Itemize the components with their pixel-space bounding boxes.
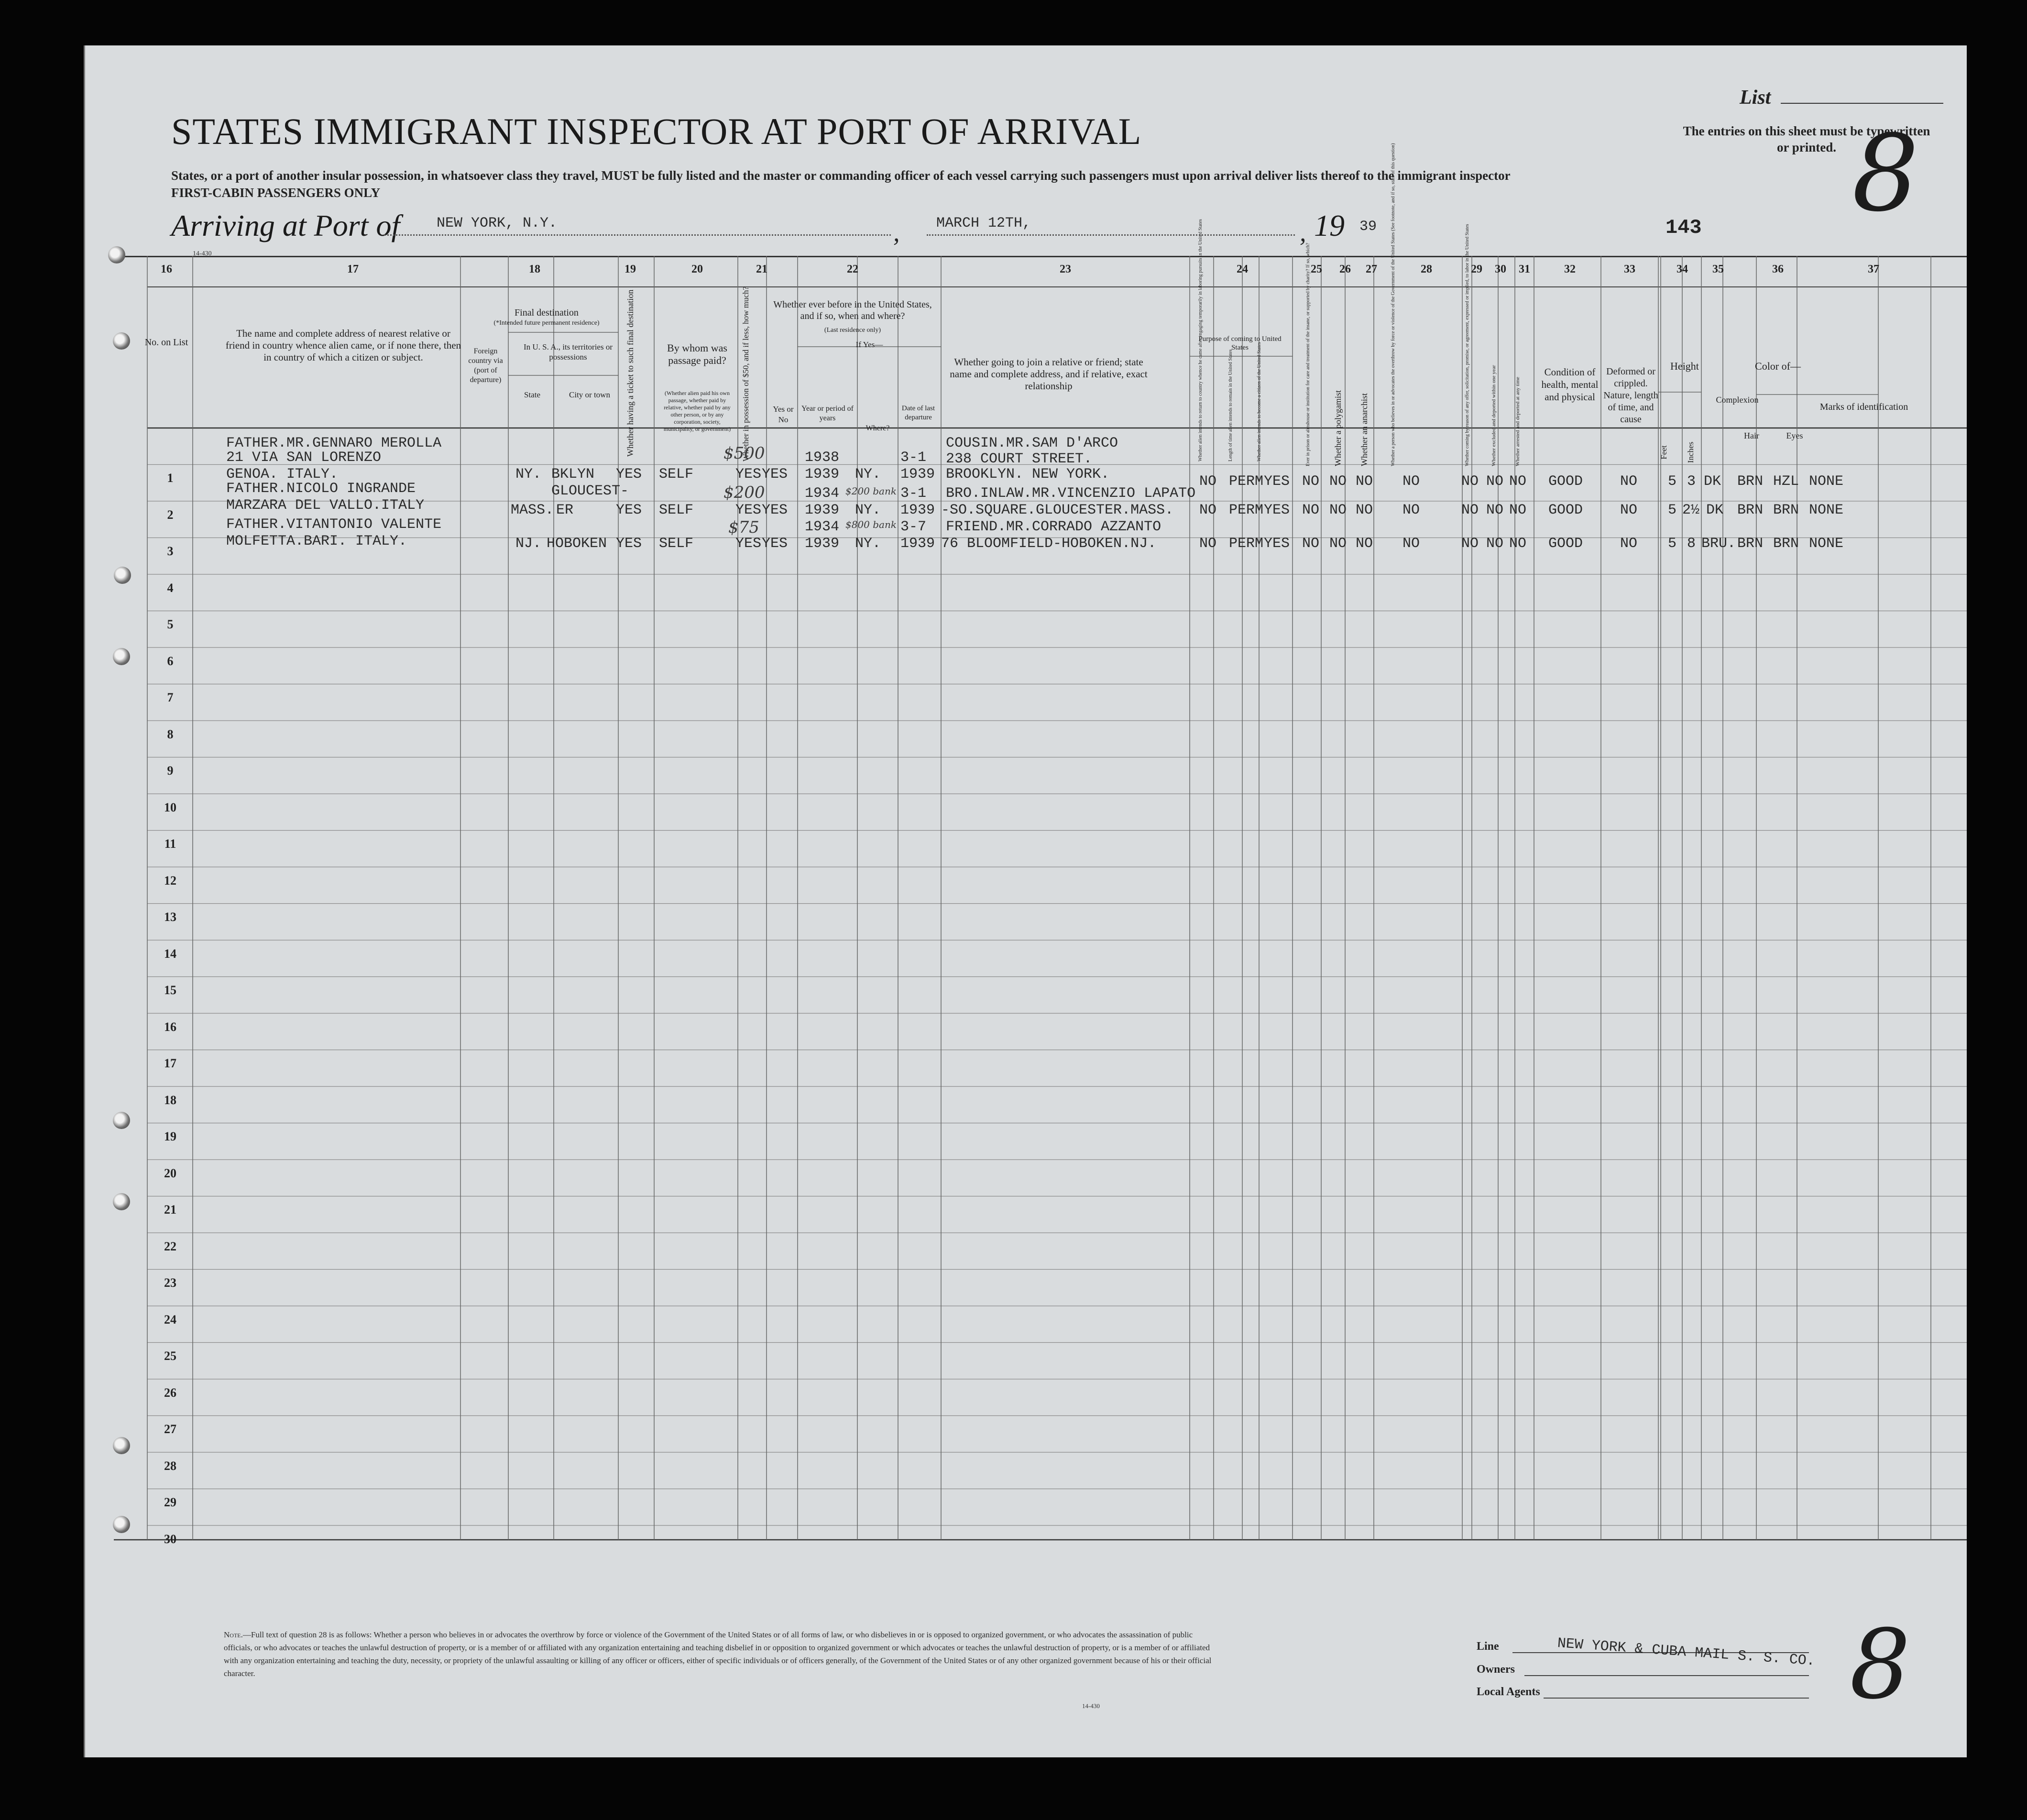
owners-underline xyxy=(1524,1675,1809,1676)
row1-joining-1: COUSIN.MR.SAM D'ARCO xyxy=(946,435,1118,451)
col-32-label: Condition of health, mental and physical xyxy=(1541,366,1599,403)
col-num-17: 17 xyxy=(347,263,359,275)
col-22-ifyes: If Yes— xyxy=(855,340,883,349)
row-number: 7 xyxy=(167,691,174,704)
row1-c27: NO xyxy=(1356,473,1373,490)
row2-before-where: NY. xyxy=(855,502,881,518)
row-number: 16 xyxy=(164,1020,176,1034)
row1-before-year-1: 1938 xyxy=(805,450,840,466)
row1-c30: NO xyxy=(1486,473,1504,490)
row1-purpose-c: YES xyxy=(1264,473,1290,490)
col-num-21: 21 xyxy=(756,263,767,275)
owners-label: Owners xyxy=(1477,1663,1515,1676)
row-number: 17 xyxy=(164,1056,176,1070)
row3-before-date-2: 1939 xyxy=(900,536,935,552)
row-number: 2 xyxy=(167,507,174,522)
footer-handwritten: 8 xyxy=(1850,1609,1911,1721)
col-num-36: 36 xyxy=(1772,263,1784,275)
col-20-sub: (Whether alien paid his own passage, whether paid by relative, whether paid by any other person, or by any corporation, society, municipality, or government) xyxy=(663,390,731,432)
row-number: 20 xyxy=(164,1166,176,1180)
col-18-state: State xyxy=(524,390,540,399)
col-num-19: 19 xyxy=(625,263,636,275)
row3-joining-2: 76 BLOOMFIELD-HOBOKEN.NJ. xyxy=(941,536,1157,552)
row3-purpose-b: PERM xyxy=(1229,536,1264,552)
row3-before-year-2: 1939 xyxy=(805,536,840,552)
typewritten-note: The entries on this sheet must be typewritten or printed. xyxy=(1683,124,1930,154)
row-number: 21 xyxy=(164,1203,176,1217)
row2-c29: NO xyxy=(1461,502,1479,518)
row2-c28: NO xyxy=(1402,502,1420,518)
row1-c25: NO xyxy=(1302,473,1320,490)
col-num-22: 22 xyxy=(847,263,858,275)
comma2: , xyxy=(1300,218,1306,247)
manifest-grid xyxy=(85,45,1967,1757)
row3-purpose-a: NO xyxy=(1199,536,1217,552)
form-code: 14-430 xyxy=(193,250,212,257)
row2-state: MASS. xyxy=(511,502,554,518)
row3-inches: 8 xyxy=(1687,536,1696,552)
row2-before-hand: $200 bank xyxy=(845,485,897,497)
col-22-where: Where? xyxy=(866,424,890,432)
col-num-37: 37 xyxy=(1868,263,1879,275)
manifest-sheet xyxy=(84,45,1967,1757)
row2-before-year-1: 1934 xyxy=(805,485,840,502)
row2-c27: NO xyxy=(1356,502,1373,518)
col-num-29: 29 xyxy=(1471,263,1482,275)
row3-state: NJ. xyxy=(515,536,542,552)
date-value: MARCH 12TH, xyxy=(936,215,1031,231)
col-22-years: Year or period of years xyxy=(801,405,854,422)
row1-before-year-2: 1939 xyxy=(805,466,840,482)
col-num-16: 16 xyxy=(161,263,172,275)
row-number: 4 xyxy=(167,581,174,595)
row3-hair: BRN xyxy=(1737,536,1764,552)
row2-c25: NO xyxy=(1302,502,1320,518)
col-num-25: 25 xyxy=(1311,263,1322,275)
col-num-28: 28 xyxy=(1421,263,1432,275)
row2-city-2: ER xyxy=(556,502,574,518)
col-22-label: Whether ever before in the United States, and if so, when and where? xyxy=(773,299,932,321)
row-number: 25 xyxy=(164,1349,176,1363)
col-28-label: Whether a person who believes in or advocates the overthrow by force or violence of the Government of the United States (See footnote, and if so, state of this question) xyxy=(1391,143,1396,466)
col-num-35: 35 xyxy=(1712,263,1724,275)
row3-c31: NO xyxy=(1509,536,1527,552)
row3-c26: NO xyxy=(1329,536,1347,552)
row3-ticket: YES xyxy=(616,536,642,552)
col-35-label: Complexion xyxy=(1716,395,1759,405)
row1-money-hand: $500 xyxy=(723,444,765,463)
row2-before-year-2: 1939 xyxy=(805,502,840,518)
row1-relative-1: FATHER.MR.GENNARO MEROLLA xyxy=(226,435,442,451)
row1-before-where: NY. xyxy=(855,466,881,482)
row-number: 27 xyxy=(164,1422,176,1436)
col-17-label: The name and complete address of nearest relative or friend in country whence alien came, or if none there, then in country of which a citizen or subject. xyxy=(225,328,461,363)
footer-form-code: 14-430 xyxy=(1082,1702,1100,1710)
row1-deformed: NO xyxy=(1620,473,1638,490)
row3-money-hand: $75 xyxy=(728,518,759,537)
row-number: 14 xyxy=(164,946,176,961)
row3-complexion: BRU. xyxy=(1701,536,1736,552)
year-suffix: 39 xyxy=(1359,219,1377,235)
row-number: 19 xyxy=(164,1129,176,1143)
row1-inches: 3 xyxy=(1687,473,1696,490)
row1-relative-2: 21 VIA SAN LORENZO xyxy=(226,450,382,466)
row1-city: BKLYN xyxy=(551,466,595,482)
row-number: 29 xyxy=(164,1495,176,1509)
row3-feet: 5 xyxy=(1668,536,1677,552)
col-33-label: Deformed or crippled. Nature, length of time, and cause xyxy=(1603,366,1658,425)
row3-marks: NONE xyxy=(1809,536,1844,552)
row1-complexion: DK xyxy=(1704,473,1721,490)
col-23-label: Whether going to join a relative or friend; state name and complete address, and if relative, exact relationship xyxy=(950,356,1148,392)
binder-hole xyxy=(113,1193,130,1210)
col-22-yesno: Yes or No xyxy=(773,405,794,424)
col-num-27: 27 xyxy=(1366,263,1377,275)
row2-deformed: NO xyxy=(1620,502,1638,518)
row2-paid-by: SELF xyxy=(659,502,694,518)
col-36-label: Color of— xyxy=(1755,360,1801,372)
row1-marks: NONE xyxy=(1809,473,1844,490)
row2-ticket: YES xyxy=(616,502,642,518)
page-title: STATES IMMIGRANT INSPECTOR AT PORT OF ARRIVAL xyxy=(171,110,1142,152)
col-27-label: Whether an anarchist xyxy=(1359,393,1369,466)
col-36-eyes: Eyes xyxy=(1786,431,1803,440)
row-number: 24 xyxy=(164,1312,176,1327)
row2-eyes: BRN xyxy=(1773,502,1799,518)
row3-relative-2: MOLFETTA.BARI. ITALY. xyxy=(226,533,407,549)
footnote xyxy=(224,1628,1218,1680)
row-number: 22 xyxy=(164,1239,176,1253)
row2-complexion: DK xyxy=(1706,502,1724,518)
row1-c31: NO xyxy=(1509,473,1527,490)
row-number: 3 xyxy=(167,544,174,558)
binder-hole xyxy=(114,567,131,584)
row3-c25: NO xyxy=(1302,536,1320,552)
row2-relative-1: FATHER.NICOLO INGRANDE xyxy=(226,481,416,497)
row1-purpose-a: NO xyxy=(1199,473,1217,490)
col-31-label: Whether arrested and deported at any time xyxy=(1515,377,1521,466)
arriving-label: Arriving at Port of xyxy=(171,208,400,242)
row3-deformed: NO xyxy=(1620,536,1638,552)
col-num-34: 34 xyxy=(1676,263,1688,275)
row1-paid-by: SELF xyxy=(659,466,694,482)
row2-marks: NONE xyxy=(1809,502,1844,518)
row2-relative-2: MARZARA DEL VALLO.ITALY xyxy=(226,497,425,514)
row-number: 1 xyxy=(167,471,174,485)
row1-ticket: YES xyxy=(616,466,642,482)
col-30-label: Whether excluded and deported within one year xyxy=(1491,365,1497,466)
subtitle: FIRST-CABIN PASSENGERS ONLY xyxy=(171,186,381,200)
comma: , xyxy=(893,218,900,247)
binder-hole xyxy=(113,332,130,350)
agents-underline xyxy=(1544,1698,1809,1699)
row3-before-yesno: YES xyxy=(762,536,788,552)
col-18-sub: (*Intended future permanent residence) xyxy=(493,319,600,327)
row1-before-date-1: 3-1 xyxy=(900,450,927,466)
row-number: 10 xyxy=(164,800,176,814)
col-37-label: Marks of identification xyxy=(1819,402,1908,412)
row3-joining-1: FRIEND.MR.CORRADO AZZANTO xyxy=(946,519,1161,535)
col-18-foreign: Foreign country via (port of departure) xyxy=(468,347,503,384)
binder-hole xyxy=(108,246,125,263)
binder-hole xyxy=(113,1112,130,1129)
col-25-label: Ever in prison or almshouse or institution for care and treatment of the insane, or supported by charity? If so, which? xyxy=(1305,242,1311,466)
row1-hair: BRN xyxy=(1737,473,1764,490)
col-22-sub: (Last residence only) xyxy=(824,327,881,334)
col-34-feet: Feet xyxy=(1659,445,1668,460)
row2-purpose-c: YES xyxy=(1264,502,1290,518)
col-18-usa: In U. S. A., its territories or possessions xyxy=(523,342,613,362)
row1-eyes: HZL xyxy=(1773,473,1799,490)
col-num-30: 30 xyxy=(1495,263,1506,275)
row3-money: YES xyxy=(735,536,762,552)
row2-c31: NO xyxy=(1509,502,1527,518)
row1-before-date-2: 1939 xyxy=(900,466,935,482)
col-num-33: 33 xyxy=(1624,263,1635,275)
col-24a-label: Whether alien intends to return to country whence he came after engaging temporarily in laboring pursuits in the United States xyxy=(1198,219,1203,461)
row-number: 15 xyxy=(164,983,176,997)
row1-c29: NO xyxy=(1461,473,1479,490)
col-num-24: 24 xyxy=(1237,263,1248,275)
row2-purpose-b: PERM xyxy=(1229,502,1264,518)
binder-hole xyxy=(113,1516,130,1533)
row1-joining-2: 238 COURT STREET. xyxy=(946,451,1093,467)
row2-joining-1: BRO.INLAW.MR.VINCENZIO LAPATO xyxy=(946,485,1196,502)
row3-before-year-1: 1934 xyxy=(805,519,840,535)
col-24c-label: Whether alien intends to become a citizen of the United States xyxy=(1257,342,1262,461)
col-num-18: 18 xyxy=(529,263,540,275)
row2-purpose-a: NO xyxy=(1199,502,1217,518)
row3-before-hand: $800 bank xyxy=(845,519,897,530)
row3-before-date-1: 3-7 xyxy=(900,519,927,535)
row1-health: GOOD xyxy=(1548,473,1583,490)
col-num-20: 20 xyxy=(691,263,703,275)
col-18-label: Final destination xyxy=(515,307,579,318)
line-label: Line xyxy=(1477,1640,1499,1653)
instruction-text: States, or a port of another insular possession, in whatsoever class they travel, MUST be fully listed and the master or commanding officer of each vessel carrying such passengers must upon arrival deliver lists thereof to the immigrant inspector xyxy=(171,168,1511,183)
col-22-date: Date of last departure xyxy=(901,405,935,421)
row1-c28: NO xyxy=(1402,473,1420,490)
row1-money: YES xyxy=(735,466,762,482)
row-number: 26 xyxy=(164,1385,176,1400)
col-num-31: 31 xyxy=(1519,263,1530,275)
col-26-label: Whether a polygamist xyxy=(1333,390,1343,466)
binder-hole xyxy=(113,1437,130,1454)
row1-joining-3: BROOKLYN. NEW YORK. xyxy=(946,466,1110,482)
list-label: List xyxy=(1740,86,1943,109)
row-number: 30 xyxy=(164,1532,176,1546)
row1-before-yesno: YES xyxy=(762,466,788,482)
row3-c29: NO xyxy=(1461,536,1479,552)
row2-before-date-2: 1939 xyxy=(900,502,935,518)
row-number: 12 xyxy=(164,873,176,888)
row2-c26: NO xyxy=(1329,502,1347,518)
row3-paid-by: SELF xyxy=(659,536,694,552)
row3-city: HOBOKEN xyxy=(547,536,607,552)
col-29-label: Whether coming by reason of any offer, solicitation, promise, or agreement, expressed or implied, to labor in the United States xyxy=(1465,224,1470,466)
binder-hole xyxy=(113,648,130,665)
row2-inches: 2½ xyxy=(1682,502,1700,518)
row2-money-hand: $200 xyxy=(723,483,765,502)
row3-c30: NO xyxy=(1486,536,1504,552)
row-number: 13 xyxy=(164,910,176,924)
row-number: 28 xyxy=(164,1458,176,1473)
col-24-label: Purpose of coming to United States xyxy=(1198,335,1282,351)
row2-before-date-1: 3-1 xyxy=(900,485,927,502)
col-34-inches: Inches xyxy=(1686,441,1695,463)
row1-purpose-b: PERM xyxy=(1229,473,1264,490)
row2-before-yesno: YES xyxy=(762,502,788,518)
row2-c30: NO xyxy=(1486,502,1504,518)
row-number: 23 xyxy=(164,1276,176,1290)
col-21-label: Whether in possession of $50, and if less, how much? xyxy=(741,286,750,461)
row3-c27: NO xyxy=(1356,536,1373,552)
row3-before-where: NY. xyxy=(855,536,881,552)
row3-health: GOOD xyxy=(1548,536,1583,552)
row3-purpose-c: YES xyxy=(1264,536,1290,552)
row-number: 18 xyxy=(164,1093,176,1107)
year-prefix: 19 xyxy=(1314,208,1345,242)
col-num-32: 32 xyxy=(1564,263,1576,275)
col-num-23: 23 xyxy=(1060,263,1071,275)
row3-eyes: BRN xyxy=(1773,536,1799,552)
list-number-handwritten: 8 xyxy=(1852,112,1919,235)
row1-feet: 5 xyxy=(1668,473,1677,490)
row2-money: YES xyxy=(735,502,762,518)
footnote-label: Note. xyxy=(224,1630,243,1639)
row-number: 8 xyxy=(167,727,174,741)
col-34-label: Height xyxy=(1670,360,1699,372)
row2-health: GOOD xyxy=(1548,502,1583,518)
agents-label: Local Agents xyxy=(1477,1686,1540,1698)
row-number: 6 xyxy=(167,654,174,668)
col-36-hair: Hair xyxy=(1744,431,1759,440)
row1-state: NY. xyxy=(515,466,542,482)
row2-city-1: GLOUCEST- xyxy=(551,483,629,499)
col-20-label: By whom was passage paid? xyxy=(667,342,727,366)
row3-relative-1: FATHER.VITANTONIO VALENTE xyxy=(226,516,442,533)
port-value: NEW YORK, N.Y. xyxy=(437,215,558,231)
row2-feet: 5 xyxy=(1668,502,1677,518)
row-number: 5 xyxy=(167,617,174,631)
col-num-26: 26 xyxy=(1339,263,1351,275)
row2-hair: BRN xyxy=(1737,502,1764,518)
col-18-city: City or town xyxy=(569,390,610,399)
col-24b-label: Length of time alien intends to remain in the United States xyxy=(1228,349,1233,461)
row1-relative-3: GENOA. ITALY. xyxy=(226,466,339,482)
line-value: NEW YORK & CUBA MAIL S. S. CO. xyxy=(1556,1635,1816,1670)
col-19-label: Whether having a ticket to such final destination xyxy=(625,289,635,457)
col-16-label: No. on List xyxy=(144,337,188,348)
page-number: 143 xyxy=(1665,216,1702,239)
row2-joining-2: -SO.SQUARE.GLOUCESTER.MASS. xyxy=(941,502,1174,518)
footnote-text: —Full text of question 28 is as follows: Whether a person who believes in or advocates the overthrow by force or violence of the Government of the United States or of all forms of law, or who disbelieves in or is opposed to organized government, or who advocates the assassination of public officials, or who advocates or teaches the unlawful destruction of property, or is a member of or affiliated with any organization entertaining and teaching disbelief in or opposition to organized government or which advocates or teaches the unlawful destruction of property, or is a member of or affiliated with any organization entertaining and teaching the duty, necessity, or propriety of the unlawful assaulting or killing of any officer or officers, either of specific individuals or of officers generally, of the Government of the United States or of any other organized government because of his or their official character. xyxy=(224,1630,1212,1678)
row-number: 11 xyxy=(164,837,176,851)
row3-c28: NO xyxy=(1402,536,1420,552)
row-number: 9 xyxy=(167,764,174,778)
row1-c26: NO xyxy=(1329,473,1347,490)
